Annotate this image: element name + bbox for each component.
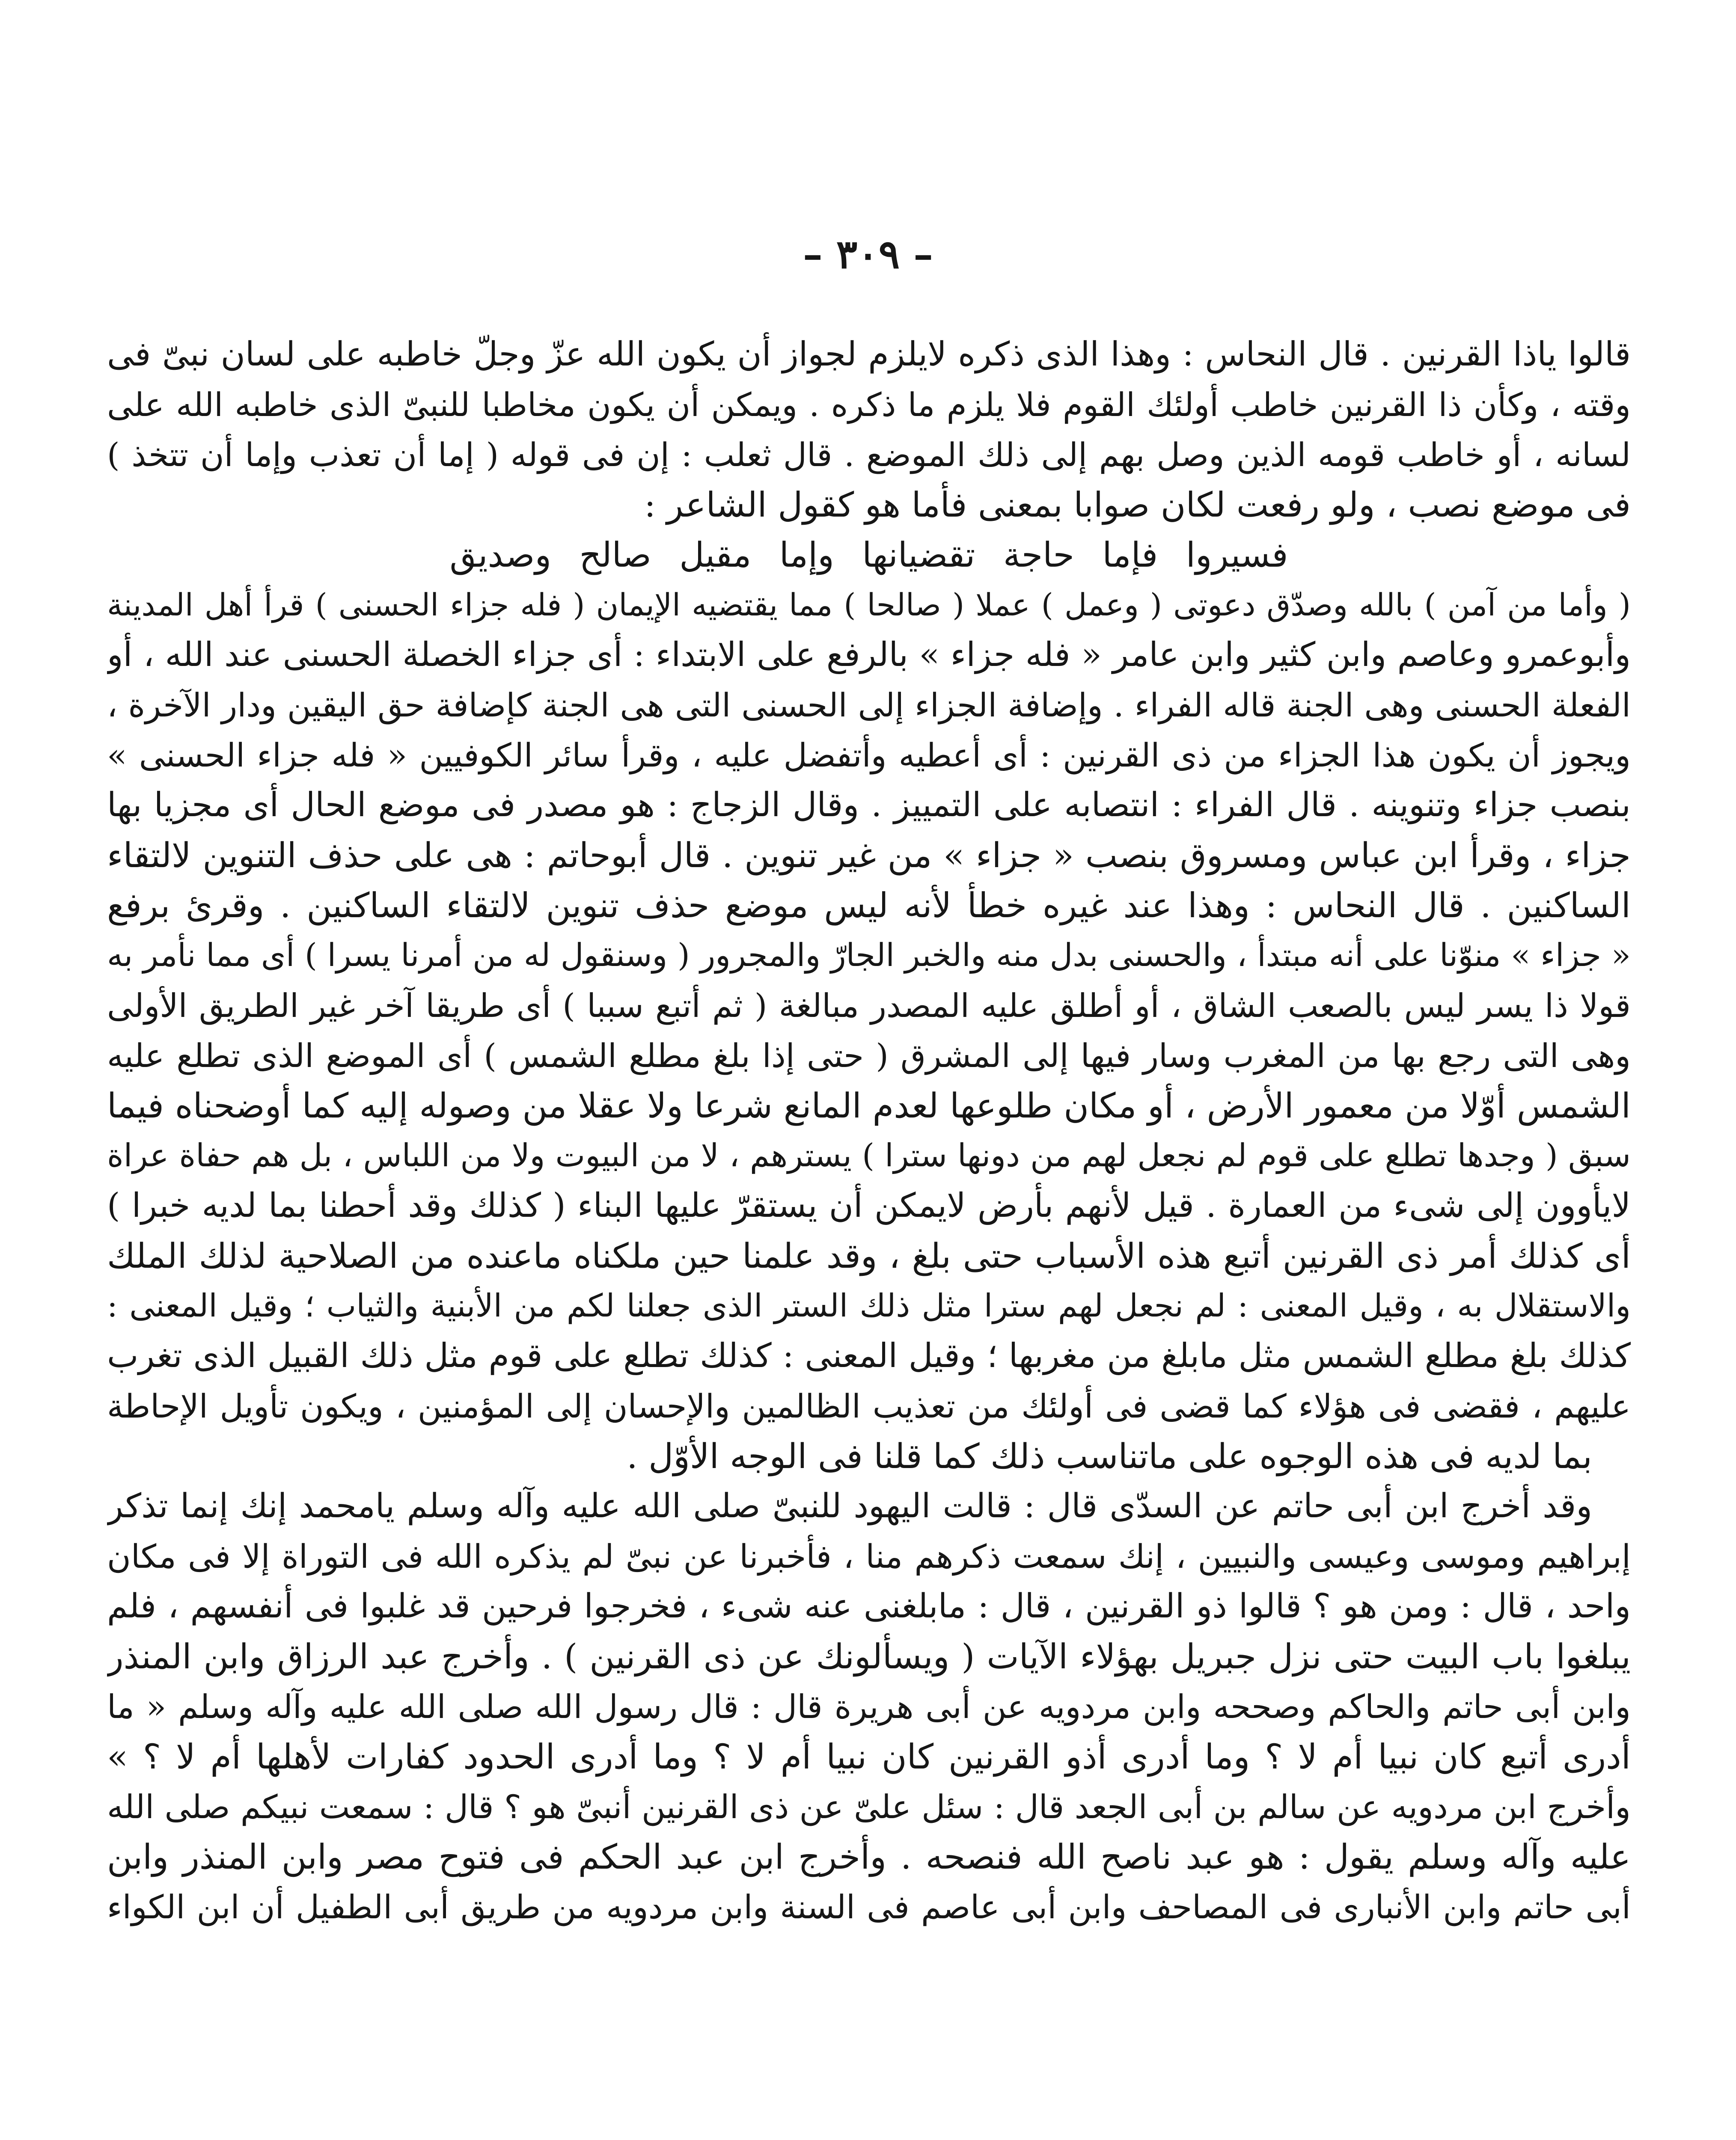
text-line: عليه وآله وسلم يقول : هو عبد ناصح الله فنصحه . وأخرج ابن عبد الحكم فى فتوح مصر وابن المنذر وابن: [107, 1837, 1631, 1877]
text-line: وقته ، وكأن ذا القرنين خاطب أولئك القوم فلا يلزم ما ذكره . ويمكن أن يكون مخاطبا للنبىّ الذى خاطبه الله على: [107, 386, 1631, 424]
text-line: قالوا ياذا القرنين . قال النحاس : وهذا الذى ذكره لايلزم لجواز أن يكون الله عزّ وجلّ خاطبه على لسان نبىّ فى: [107, 335, 1631, 374]
text-line: سبق ( وجدها تطلع على قوم لم نجعل لهم من دونها سترا ) يسترهم ، لا من البيوت ولا من اللباس ، بل هم حفاة عراة: [107, 1137, 1631, 1174]
text-line: وقد أخرج ابن أبى حاتم عن السدّى قال : قالت اليهود للنبىّ صلى الله عليه وآله وسلم يامحمد إنك إنما تذكر: [107, 1487, 1592, 1525]
text-line: وابن أبى حاتم والحاكم وصححه وابن مردويه عن أبى هريرة قال : قال رسول الله صلى الله عليه وآله وسلم « ما: [107, 1688, 1631, 1726]
text-line: واحد ، قال : ومن هو ؟ قالوا ذو القرنين ، قال : مابلغنى عنه شىء ، فخرجوا فرحين قد غلبوا فى أنفسهم ، فلم: [107, 1587, 1631, 1626]
text-line: لسانه ، أو خاطب قومه الذين وصل بهم إلى ذلك الموضع . قال ثعلب : إن فى قوله ( إما أن تعذب وإما أن تتخذ ): [107, 436, 1631, 474]
text-line: ويجوز أن يكون هذا الجزاء من ذى القرنين : أى أعطيه وأتفضل عليه ، وقرأ سائر الكوفيين « فله جزاء الحسنى »: [107, 736, 1631, 774]
text-line: جزاء ، وقرأ ابن عباس ومسروق بنصب « جزاء » من غير تنوين . قال أبوحاتم : هى على حذف التنوين لالتقاء: [107, 835, 1631, 875]
page-number: – ٣٠٩ –: [803, 231, 933, 277]
text-line: « جزاء » منوّنا على أنه مبتدأ ، والحسنى بدل منه والخبر الجارّ والمجرور ( وسنقول له من أمرنا يسرا ) أى مما نأمر به: [107, 937, 1631, 974]
text-line: فى موضع نصب ، ولو رفعت لكان صوابا بمعنى فأما هو كقول الشاعر :: [644, 485, 1631, 525]
text-line: إبراهيم وموسى وعيسى والنبيين ، إنك سمعت ذكرهم منا ، فأخبرنا عن نبىّ لم يذكره الله فى التوراة إلا فى مكان: [107, 1537, 1631, 1575]
text-line: وأبوعمرو وعاصم وابن كثير وابن عامر « فله جزاء » بالرفع على الابتداء : أى جزاء الخصلة الحسنى عند الله ، أو: [107, 636, 1631, 674]
text-line: وأخرج ابن مردويه عن سالم بن أبى الجعد قال : سئل علىّ عن ذى القرنين أنبىّ هو ؟ قال : سمعت نبيكم صلى الله: [107, 1788, 1631, 1826]
body-text: [107, 330, 1631, 1932]
text-line: الشمس أوّلا من معمور الأرض ، أو مكان طلوعها لعدم المانع شرعا ولا عقلا من وصوله إليه كما أوضحناه فيما: [107, 1086, 1631, 1126]
text-line: الفعلة الحسنى وهى الجنة قاله الفراء . وإضافة الجزاء إلى الحسنى التى هى الجنة كإضافة حق اليقين ودار الآخرة ،: [107, 686, 1631, 724]
text-line: وهى التى رجع بها من المغرب وسار فيها إلى المشرق ( حتى إذا بلغ مطلع الشمس ) أى الموضع الذى تطلع عليه: [107, 1037, 1631, 1075]
text-line: قولا ذا يسر ليس بالصعب الشاق ، أو أطلق عليه المصدر مبالغة ( ثم أتبع سببا ) أى طريقا آخر غير الطريق الأولى: [107, 987, 1631, 1025]
poetry-verse: فسيروا فإما حاجة تقضيانها وإما مقيل صالح وصديق: [449, 535, 1288, 575]
text-line: بما لديه فى هذه الوجوه على ماتناسب ذلك كما قلنا فى الوجه الأوّل .: [627, 1436, 1592, 1476]
text-line: أدرى أتبع كان نبيا أم لا ؟ وما أدرى أذو القرنين كان نبيا أم لا ؟ وما أدرى الحدود كفارات لأهلها أم لا ؟ »: [107, 1737, 1631, 1777]
text-line: يبلغوا باب البيت حتى نزل جبريل بهؤلاء الآيات ( ويسألونك عن ذى القرنين ) . وأخرج عبد الرزاق وابن المنذر: [107, 1637, 1631, 1676]
text-line: أبى حاتم وابن الأنبارى فى المصاحف وابن أبى عاصم فى السنة وابن مردويه من طريق أبى الطفيل أن ابن الكواء: [107, 1888, 1631, 1926]
text-line: كذلك بلغ مطلع الشمس مثل مابلغ من مغربها ؛ وقيل المعنى : كذلك تطلع على قوم مثل ذلك القبيل الذى تغرب: [107, 1337, 1631, 1375]
text-line: والاستقلال به ، وقيل المعنى : لم نجعل لهم سترا مثل ذلك الستر الذى جعلنا لكم من الأبنية والثياب ؛ وقيل المعنى :: [107, 1287, 1631, 1324]
text-line: أى كذلك أمر ذى القرنين أتبع هذه الأسباب حتى بلغ ، وقد علمنا حين ملكناه ماعنده من الصلاحية لذلك الملك: [107, 1236, 1631, 1276]
text-line: الساكنين . قال النحاس : وهذا عند غيره خطأ لأنه ليس موضع حذف تنوين لالتقاء الساكنين . وقرئ برفع: [107, 886, 1631, 925]
text-line: ( وأما من آمن ) بالله وصدّق دعوتى ( وعمل ) عملا ( صالحا ) مما يقتضيه الإيمان ( فله جزاء الحسنى ) قرأ أهل المدينة: [107, 587, 1631, 623]
text-line: لايأوون إلى شىء من العمارة . قيل لأنهم بأرض لايمكن أن يستقرّ عليها البناء ( كذلك وقد أحطنا بما لديه خبرا ): [107, 1186, 1631, 1225]
text-line: بنصب جزاء وتنوينه . قال الفراء : انتصابه على التمييز . وقال الزجاج : هو مصدر فى موضع الحال أى مجزيا بها: [107, 786, 1631, 824]
text-line: عليهم ، فقضى فى هؤلاء كما قضى فى أولئك من تعذيب الظالمين والإحسان إلى المؤمنين ، ويكون تأويل الإحاطة: [107, 1387, 1631, 1425]
